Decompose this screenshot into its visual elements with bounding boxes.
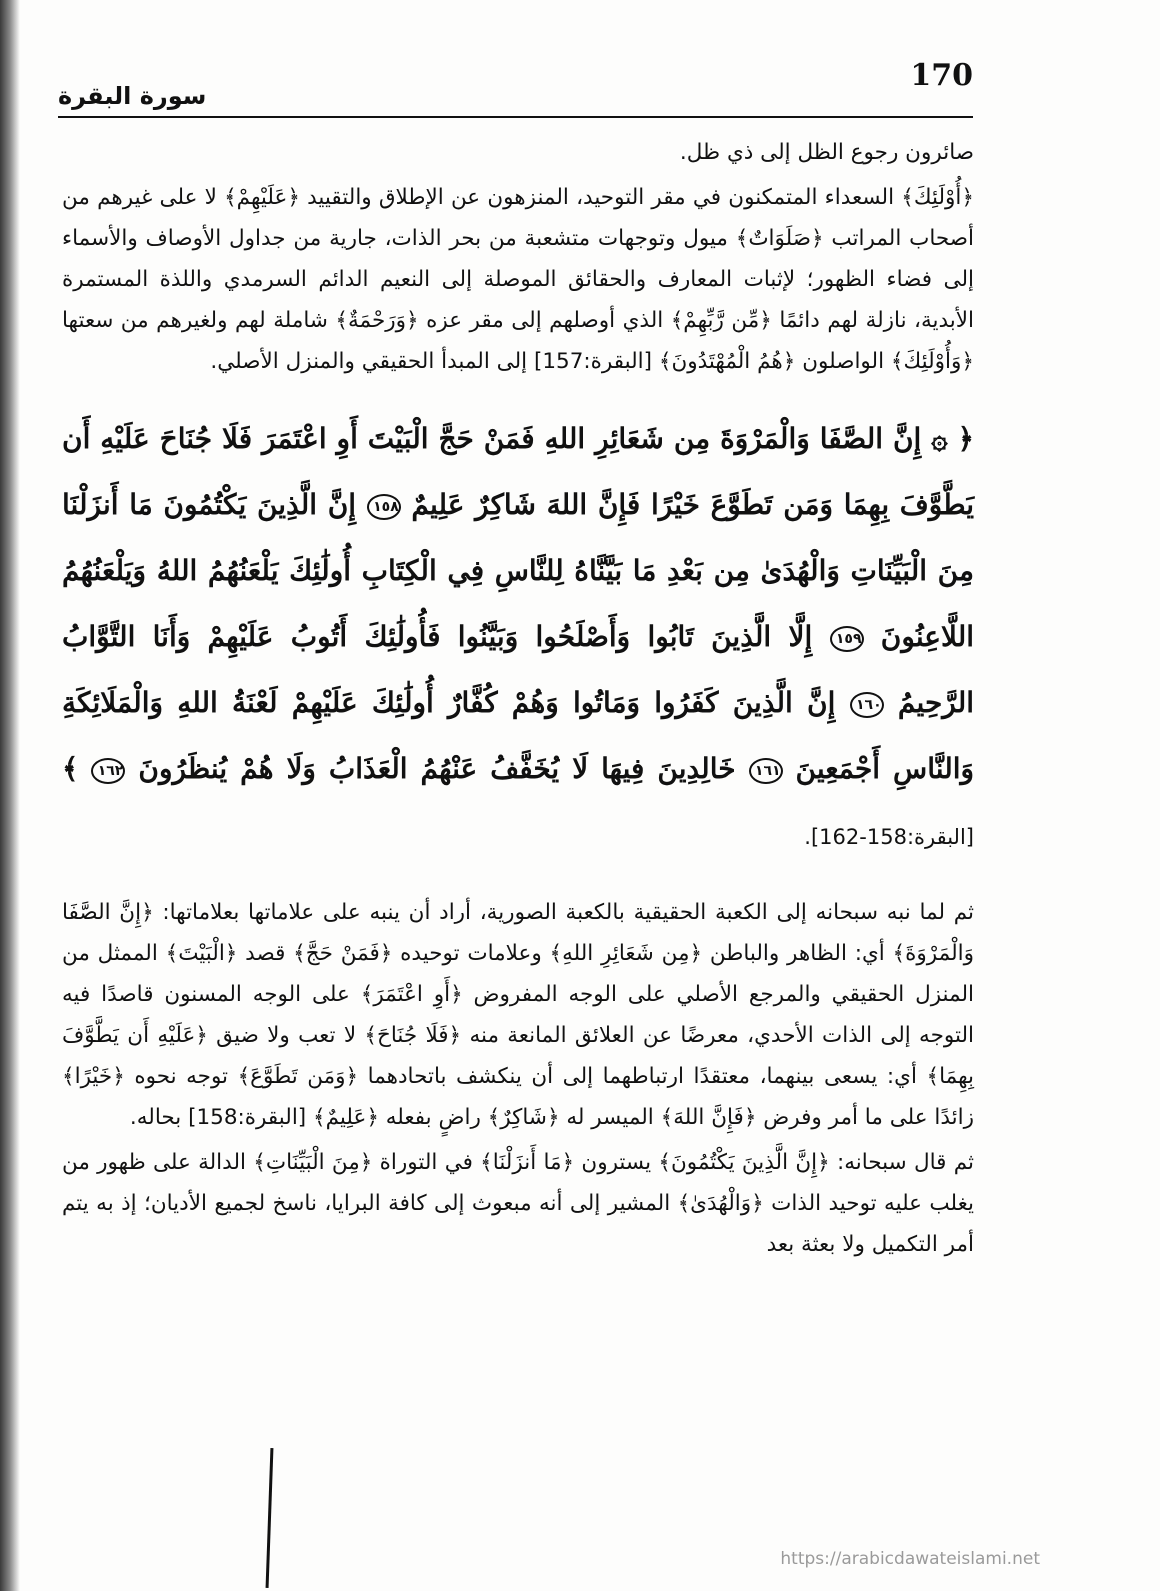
page-header [58,58,973,118]
paragraph-3: ثم لما نبه سبحانه إلى الكعبة الحقيقية بالكعبة الصورية، أراد أن ينبه على علاماتها بعلاماتها: ﴿إِنَّ الصَّفَا وَالْمَرْوَةَ﴾ أي: الظاهر والباطن ﴿مِن شَعَائِرِ اللهِ﴾ وعلامات توحيده ﴿فَمَنْ حَجَّ﴾ قصد ﴿الْبَيْتَ﴾ الممثل من المنزل الحقيقي والمرجع الأصلي على الوجه المفروض ﴿أَوِ اعْتَمَرَ﴾ على الوجه المسنون قاصدًا فيه التوجه إلى الذات الأحدي، معرضًا عن العلائق المانعة منه ﴿فَلَا جُنَاحَ﴾ لا تعب ولا ضيق ﴿عَلَيْهِ أَن يَطَّوَّفَ بِهِمَا﴾ أي: يسعى بينهما، معتقدًا ارتباطهما إلى أن ينكشف باتحادهما ﴿وَمَن تَطَوَّعَ﴾ توجه نحوه ﴿خَيْرًا﴾ زائدًا على ما أمر وفرض ﴿فَإِنَّ اللهَ﴾ الميسر له ﴿شَاكِرٌ﴾ راضٍ بفعله ﴿عَلِيمٌ﴾ [البقرة:158] بحاله. [62,900,974,1130]
scan-shadow-edge [0,0,20,1591]
verse-closing-bracket: ﴾ [62,752,79,785]
verse-158: ﴿ ۞ إِنَّ الصَّفَا وَالْمَرْوَةَ مِن شَعَائِرِ اللهِ فَمَنْ حَجَّ الْبَيْتَ أَوِ اعْتَمَرَ فَلَا جُنَاحَ عَلَيْهِ أَن يَطَّوَّفَ بِهِمَا وَمَن تَطَوَّعَ خَيْرًا فَإِنَّ اللهَ شَاكِرٌ عَلِيمٌ [62,422,975,521]
verse-162: خَالِدِينَ فِيهَا لَا يُخَفَّفُ عَنْهُمُ الْعَذَابُ وَلَا هُمْ يُنظَرُونَ [138,752,736,785]
ayah-number-162: ١٦٢ [91,758,125,784]
handwritten-margin-mark [266,1448,274,1588]
verse-159: إِنَّ الَّذِينَ يَكْتُمُونَ مَا أَنزَلْنَا مِنَ الْبَيِّنَاتِ وَالْهُدَىٰ مِن بَعْدِ مَا بَيَّنَّاهُ لِلنَّاسِ فِي الْكِتَابِ أُولَٰئِكَ يَلْعَنُهُمُ اللهُ وَيَلْعَنُهُمُ اللَّاعِنُونَ [62,488,974,653]
verse-161: إِنَّ الَّذِينَ كَفَرُوا وَمَاتُوا وَهُمْ كُفَّارٌ أُولَٰئِكَ عَلَيْهِمْ لَعْنَةُ اللهِ وَالْمَلَائِكَةِ وَالنَّاسِ أَجْمَعِينَ [62,686,975,785]
page-body [62,132,974,1265]
watermark-url: https://arabicdawateislami.net [780,1549,1040,1569]
ayah-number-160: ١٦٠ [850,692,884,718]
quran-verses [62,406,974,870]
verse-reference: [البقرة:158-162]. [804,825,974,849]
ayah-number-158: ١٥٨ [367,494,401,520]
paragraph-4: ثم قال سبحانه: ﴿إِنَّ الَّذِينَ يَكْتُمُونَ﴾ يسترون ﴿مَا أَنزَلْنَا﴾ في التوراة ﴿مِنَ الْبَيِّنَاتِ﴾ الدالة على ظهور من يغلب عليه توحيد الذات ﴿وَالْهُدَىٰ﴾ المشير إلى أنه مبعوث إلى كافة البرايا، ناسخ لجميع الأديان؛ إذ به يتم أمر التكميل ولا بعثة بعد [62,1150,974,1257]
surah-title: سورة البقرة [58,82,207,110]
ayah-number-161: ١٦١ [749,758,783,784]
verse-160: إِلَّا الَّذِينَ تَابُوا وَأَصْلَحُوا وَبَيَّنُوا فَأُولَٰئِكَ أَتُوبُ عَلَيْهِمْ وَأَنَا التَّوَّابُ الرَّحِيمُ [62,620,975,719]
page-number: 170 [910,58,973,93]
paragraph-2: ﴿أُوْلَئِكَ﴾ السعداء المتمكنون في مقر التوحيد، المنزهون عن الإطلاق والتقييد ﴿عَلَيْهِمْ﴾ لا على غيرهم من أصحاب المراتب ﴿صَلَوَاتٌ﴾ ميول وتوجهات متشعبة من بحر الذات، جارية من جداول الأوصاف والأسماء إلى فضاء الظهور؛ لإثبات المعارف والحقائق الموصلة إلى النعيم الدائم السرمدي واللذة المستمرة الأبدية، نازلة لهم دائمًا ﴿مِّن رَّبِّهِمْ﴾ الذي أوصلهم إلى مقر عزه ﴿وَرَحْمَةٌ﴾ شاملة لهم ولغيرهم من سعتها ﴿وَأُوْلَئِكَ﴾ الواصلون ﴿هُمُ الْمُهْتَدُونَ﴾ [البقرة:157] إلى المبدأ الحقيقي والمنزل الأصلي. [62,185,974,374]
ayah-number-159: ١٥٩ [830,626,864,652]
paragraph-1: صائرون رجوع الظل إلى ذي ظل. [679,140,974,165]
